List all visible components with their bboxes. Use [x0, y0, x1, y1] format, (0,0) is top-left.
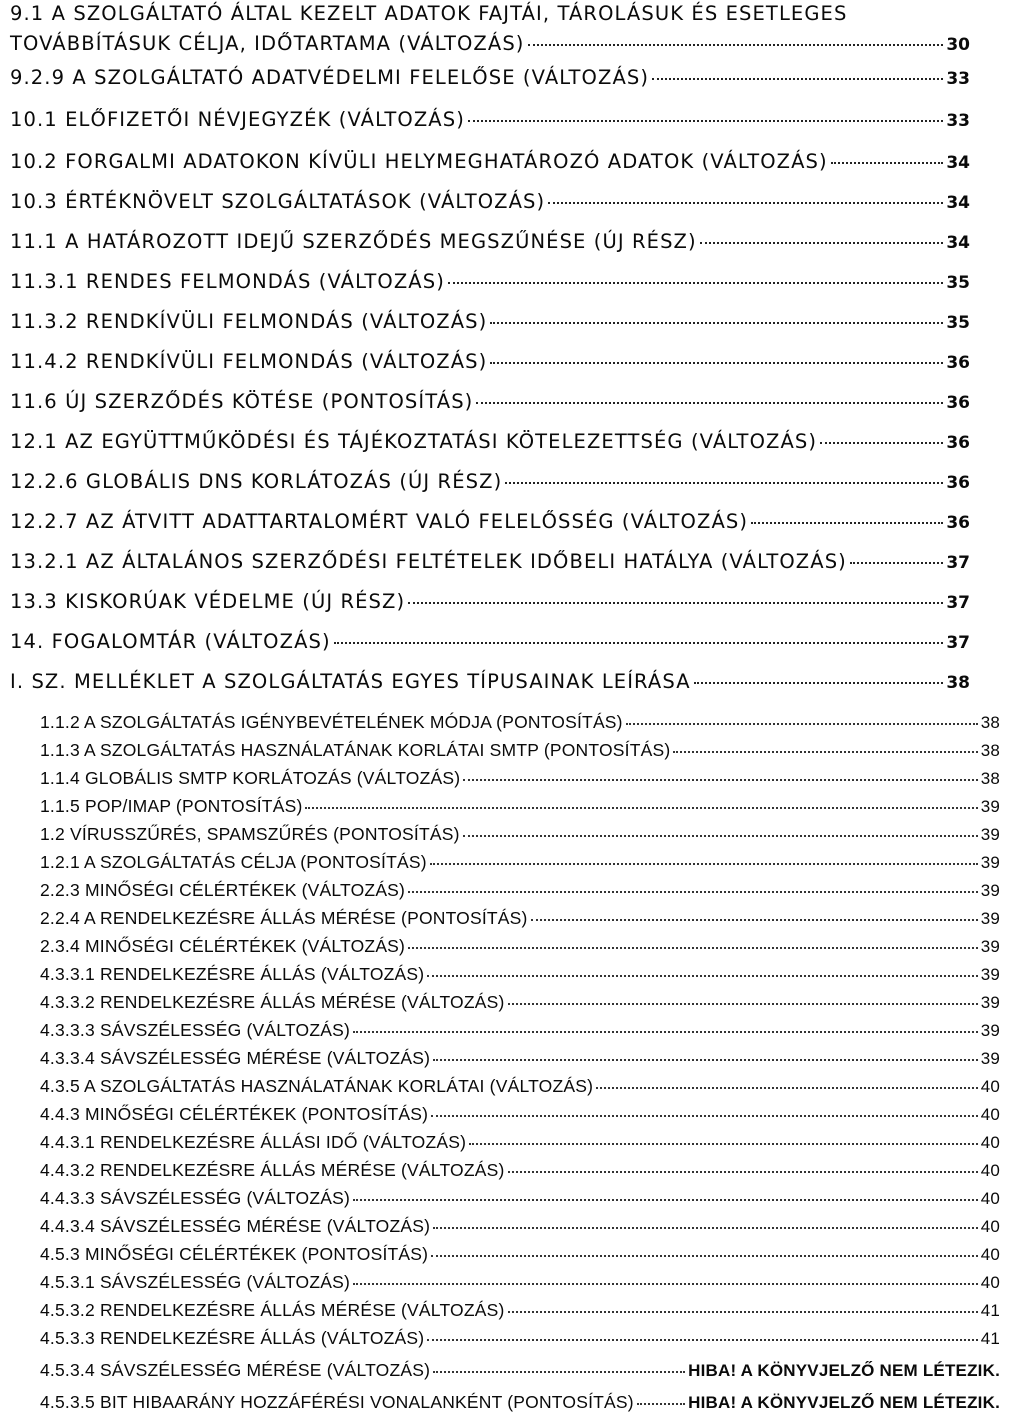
toc-page-number: 39 [980, 909, 1000, 928]
dot-leader [427, 1339, 977, 1341]
dot-leader [490, 322, 943, 324]
dot-leader [353, 1031, 978, 1033]
toc-subentry[interactable] [0, 768, 1026, 789]
toc-page-number: 39 [980, 937, 1000, 956]
toc-subentry[interactable] [0, 1216, 1026, 1237]
toc-entry-title: TOVÁBBÍTÁSUK CÉLJA, IDŐTARTAMA (VÁLTOZÁS) [10, 32, 525, 55]
toc-entry-title: 4.4.3.4 SÁVSZÉLESSÉG MÉRÉSE (VÁLTOZÁS) [40, 1216, 431, 1236]
toc-entry-title: 9.1 A SZOLGÁLTATÓ ÁLTAL KEZELT ADATOK FAJTÁI, TÁROLÁSUK ÉS ESETLEGES [10, 2, 848, 25]
toc-subentry[interactable] [0, 1360, 1026, 1381]
dot-leader [430, 863, 978, 865]
toc-page-number: 39 [980, 853, 1000, 872]
toc-page-number: 36 [946, 433, 970, 453]
toc-subentry[interactable] [0, 908, 1026, 929]
toc-entry[interactable] [0, 310, 980, 333]
toc-entry-title: 1.1.3 A SZOLGÁLTATÁS HASZNÁLATÁNAK KORLÁTAI SMTP (PONTOSÍTÁS) [40, 740, 671, 760]
dot-leader [508, 1171, 978, 1173]
toc-entry[interactable] [0, 66, 980, 89]
dot-leader [548, 202, 943, 204]
toc-entry[interactable] [0, 230, 980, 253]
dot-leader [505, 482, 943, 484]
toc-subentry[interactable] [0, 1132, 1026, 1153]
toc-subentry[interactable] [0, 740, 1026, 761]
dot-leader [673, 751, 977, 753]
toc-subentry[interactable] [0, 1392, 1026, 1413]
toc-entry-title: 11.3.1 RENDES FELMONDÁS (VÁLTOZÁS) [10, 270, 445, 293]
toc-page-number: 40 [980, 1245, 1000, 1264]
toc-subentry[interactable] [0, 1104, 1026, 1125]
toc-entry-title: 1.1.5 POP/IMAP (PONTOSÍTÁS) [40, 796, 303, 816]
toc-entry[interactable] [0, 470, 980, 493]
toc-subentry[interactable] [0, 1188, 1026, 1209]
toc-page-number: 36 [946, 513, 970, 533]
toc-entry-title: 10.1 ELŐFIZETŐI NÉVJEGYZÉK (VÁLTOZÁS) [10, 108, 465, 131]
dot-leader [652, 78, 943, 80]
toc-entry-title: 4.5.3.2 RENDELKEZÉSRE ÁLLÁS MÉRÉSE (VÁLTOZÁS) [40, 1300, 505, 1320]
toc-subentry[interactable] [0, 1076, 1026, 1097]
toc-page-number: 40 [980, 1217, 1000, 1236]
toc-subentry[interactable] [0, 796, 1026, 817]
toc-page-number: 40 [980, 1161, 1000, 1180]
dot-leader [353, 1199, 978, 1201]
toc-entry[interactable] [0, 430, 980, 453]
toc-page-number: 39 [980, 881, 1000, 900]
toc-entry[interactable] [0, 350, 980, 373]
dot-leader [408, 947, 978, 949]
toc-page-number: 33 [946, 69, 970, 89]
toc-subentry[interactable] [0, 1048, 1026, 1069]
toc-page-number: 35 [946, 273, 970, 293]
toc-entry-title: 1.1.2 A SZOLGÁLTATÁS IGÉNYBEVÉTELÉNEK MÓDJA (PONTOSÍTÁS) [40, 712, 623, 732]
toc-entry-title: 4.3.5 A SZOLGÁLTATÁS HASZNÁLATÁNAK KORLÁTAI (VÁLTOZÁS) [40, 1076, 594, 1096]
toc-entry[interactable] [0, 270, 980, 293]
toc-entry-title: 11.3.2 RENDKÍVÜLI FELMONDÁS (VÁLTOZÁS) [10, 310, 488, 333]
toc-entry-title: 2.2.3 MINŐSÉGI CÉLÉRTÉKEK (VÁLTOZÁS) [40, 880, 406, 900]
dot-leader [334, 642, 944, 644]
toc-page-number: 39 [980, 1049, 1000, 1068]
toc-entry-title: 13.3 KISKORÚAK VÉDELME (ÚJ RÉSZ) [10, 590, 406, 613]
toc-entry-title: 12.2.6 GLOBÁLIS DNS KORLÁTOZÁS (ÚJ RÉSZ) [10, 470, 503, 493]
toc-entry-9-1[interactable] [0, 32, 980, 55]
toc-subentry[interactable] [0, 1272, 1026, 1293]
toc-page-number: 37 [946, 633, 970, 653]
toc-subentry[interactable] [0, 1020, 1026, 1041]
dot-leader [431, 1255, 978, 1257]
toc-entry-title: 2.2.4 A RENDELKEZÉSRE ÁLLÁS MÉRÉSE (PONTOSÍTÁS) [40, 908, 528, 928]
toc-subentry[interactable] [0, 992, 1026, 1013]
toc-subentry[interactable] [0, 1328, 1026, 1349]
toc-page-number: 39 [980, 825, 1000, 844]
toc-page-number: 40 [980, 1133, 1000, 1152]
toc-page-number: 40 [980, 1189, 1000, 1208]
toc-page-number: 37 [946, 593, 970, 613]
toc-entry[interactable] [0, 550, 980, 573]
toc-entry-title: 4.3.3.2 RENDELKEZÉSRE ÁLLÁS MÉRÉSE (VÁLTOZÁS) [40, 992, 505, 1012]
toc-entry-title: 1.2.1 A SZOLGÁLTATÁS CÉLJA (PONTOSÍTÁS) [40, 852, 427, 872]
dot-leader [626, 723, 978, 725]
toc-page-number: 39 [980, 965, 1000, 984]
toc-page-number: 40 [980, 1077, 1000, 1096]
toc-subentry[interactable] [0, 824, 1026, 845]
dot-leader [408, 602, 943, 604]
toc-entry[interactable] [0, 510, 980, 533]
toc-subentry[interactable] [0, 1300, 1026, 1321]
toc-entry-annex[interactable] [0, 670, 980, 693]
toc-page-number: 39 [980, 1021, 1000, 1040]
toc-entry[interactable] [0, 390, 980, 413]
dot-leader [408, 891, 978, 893]
toc-entry-title: 4.5.3.5 BIT HIBAARÁNY HOZZÁFÉRÉSI VONALANKÉNT (PONTOSÍTÁS) [40, 1392, 634, 1412]
toc-entry-title: 10.3 ÉRTÉKNÖVELT SZOLGÁLTATÁSOK (VÁLTOZÁS) [10, 190, 546, 213]
toc-entry-title: 4.3.3.3 SÁVSZÉLESSÉG (VÁLTOZÁS) [40, 1020, 350, 1040]
dot-leader [469, 1143, 978, 1145]
toc-bookmark-error: HIBA! A KÖNYVJELZŐ NEM LÉTEZIK. [688, 1361, 1000, 1380]
toc-entry-title: 4.5.3 MINŐSÉGI CÉLÉRTÉKEK (PONTOSÍTÁS) [40, 1244, 429, 1264]
toc-entry-title: 11.4.2 RENDKÍVÜLI FELMONDÁS (VÁLTOZÁS) [10, 350, 488, 373]
toc-page-number: 38 [980, 741, 1000, 760]
toc-page-number: 33 [946, 111, 970, 131]
toc-subentry[interactable] [0, 936, 1026, 957]
dot-leader [463, 779, 977, 781]
dot-leader [528, 44, 944, 46]
toc-subentry[interactable] [0, 964, 1026, 985]
toc-page-number: 39 [980, 797, 1000, 816]
toc-page-number: 35 [946, 313, 970, 333]
toc-entry-title: 1.1.4 GLOBÁLIS SMTP KORLÁTOZÁS (VÁLTOZÁS) [40, 768, 461, 788]
toc-entry-title: 12.1 AZ EGYÜTTMŰKÖDÉSI ÉS TÁJÉKOZTATÁSI KÖTELEZETTSÉG (VÁLTOZÁS) [10, 430, 818, 453]
toc-entry-title: I. SZ. MELLÉKLET A SZOLGÁLTATÁS EGYES TÍPUSAINAK LEÍRÁSA [10, 670, 691, 693]
toc-page-number: 41 [980, 1329, 1000, 1348]
dot-leader [850, 562, 943, 564]
toc-page-number: 38 [980, 713, 1000, 732]
toc-subentry[interactable] [0, 1160, 1026, 1181]
toc-page-number: 40 [980, 1273, 1000, 1292]
dot-leader [694, 682, 944, 684]
dot-leader [820, 442, 943, 444]
toc-entry-title: 12.2.7 AZ ÁTVITT ADATTARTALOMÉRT VALÓ FELELŐSSÉG (VÁLTOZÁS) [10, 510, 749, 533]
toc-entry-title: 4.4.3.1 RENDELKEZÉSRE ÁLLÁSI IDŐ (VÁLTOZÁS) [40, 1132, 467, 1152]
toc-entry-title: 4.4.3.2 RENDELKEZÉSRE ÁLLÁS MÉRÉSE (VÁLTOZÁS) [40, 1160, 505, 1180]
toc-entry-title: 4.4.3.3 SÁVSZÉLESSÉG (VÁLTOZÁS) [40, 1188, 350, 1208]
toc-entry-title: 14. FOGALOMTÁR (VÁLTOZÁS) [10, 630, 331, 653]
dot-leader [831, 162, 944, 164]
toc-page-number: 36 [946, 393, 970, 413]
toc-entry-9-1-line1[interactable] [0, 2, 980, 25]
toc-entry[interactable] [0, 630, 980, 653]
toc-page-number: 30 [946, 35, 970, 55]
toc-entry-title: 11.6 ÚJ SZERZŐDÉS KÖTÉSE (PONTOSÍTÁS) [10, 390, 474, 413]
toc-bookmark-error: HIBA! A KÖNYVJELZŐ NEM LÉTEZIK. [688, 1393, 1000, 1412]
dot-leader [431, 1115, 978, 1117]
toc-entry-title: 4.3.3.1 RENDELKEZÉSRE ÁLLÁS (VÁLTOZÁS) [40, 964, 425, 984]
toc-entry[interactable] [0, 108, 980, 131]
toc-entry-title: 10.2 FORGALMI ADATOKON KÍVÜLI HELYMEGHATÁROZÓ ADATOK (VÁLTOZÁS) [10, 150, 828, 173]
toc-subentry[interactable] [0, 1244, 1026, 1265]
toc-subentry[interactable] [0, 712, 1026, 733]
toc-page-number: 37 [946, 553, 970, 573]
toc-entry-title: 4.5.3.4 SÁVSZÉLESSÉG MÉRÉSE (VÁLTOZÁS) [40, 1360, 431, 1380]
toc-entry[interactable] [0, 190, 980, 213]
toc-page-number: 34 [946, 153, 970, 173]
toc-entry-title: 1.2 VÍRUSSZŰRÉS, SPAMSZŰRÉS (PONTOSÍTÁS) [40, 824, 460, 844]
dot-leader [305, 807, 977, 809]
toc-page-number: 40 [980, 1105, 1000, 1124]
dot-leader [596, 1087, 978, 1089]
toc-page-number: 41 [980, 1301, 1000, 1320]
toc-subentry[interactable] [0, 880, 1026, 901]
dot-leader [508, 1003, 978, 1005]
dot-leader [508, 1311, 978, 1313]
dot-leader [468, 120, 943, 122]
dot-leader [700, 242, 944, 244]
dot-leader [433, 1227, 978, 1229]
toc-page-number: 36 [946, 473, 970, 493]
dot-leader [751, 522, 943, 524]
toc-page-number: 34 [946, 193, 970, 213]
toc-page-number: 38 [946, 673, 970, 693]
dot-leader [433, 1059, 978, 1061]
toc-entry-title: 2.3.4 MINŐSÉGI CÉLÉRTÉKEK (VÁLTOZÁS) [40, 936, 406, 956]
dot-leader [490, 362, 943, 364]
dot-leader [531, 919, 978, 921]
toc-entry-title: 4.3.3.4 SÁVSZÉLESSÉG MÉRÉSE (VÁLTOZÁS) [40, 1048, 431, 1068]
dot-leader [448, 282, 943, 284]
toc-entry[interactable] [0, 590, 980, 613]
toc-entry-title: 11.1 A HATÁROZOTT IDEJŰ SZERZŐDÉS MEGSZŰNÉSE (ÚJ RÉSZ) [10, 230, 697, 253]
dot-leader [637, 1403, 685, 1405]
toc-page-number: 39 [980, 993, 1000, 1012]
toc-entry-title: 13.2.1 AZ ÁLTALÁNOS SZERZŐDÉSI FELTÉTELEK IDŐBELI HATÁLYA (VÁLTOZÁS) [10, 550, 847, 573]
toc-entry-title: 9.2.9 A SZOLGÁLTATÓ ADATVÉDELMI FELELŐSE (VÁLTOZÁS) [10, 66, 650, 89]
dot-leader [427, 975, 977, 977]
dot-leader [433, 1371, 685, 1373]
toc-page-number: 38 [980, 769, 1000, 788]
toc-subentry[interactable] [0, 852, 1026, 873]
toc-page-number: 36 [946, 353, 970, 373]
toc-entry[interactable] [0, 150, 980, 173]
dot-leader [463, 835, 978, 837]
toc-page-number: 34 [946, 233, 970, 253]
toc-entry-title: 4.5.3.3 RENDELKEZÉSRE ÁLLÁS (VÁLTOZÁS) [40, 1328, 425, 1348]
dot-leader [476, 402, 943, 404]
toc-entry-title: 4.5.3.1 SÁVSZÉLESSÉG (VÁLTOZÁS) [40, 1272, 350, 1292]
toc-entry-title: 4.4.3 MINŐSÉGI CÉLÉRTÉKEK (PONTOSÍTÁS) [40, 1104, 429, 1124]
dot-leader [353, 1283, 978, 1285]
